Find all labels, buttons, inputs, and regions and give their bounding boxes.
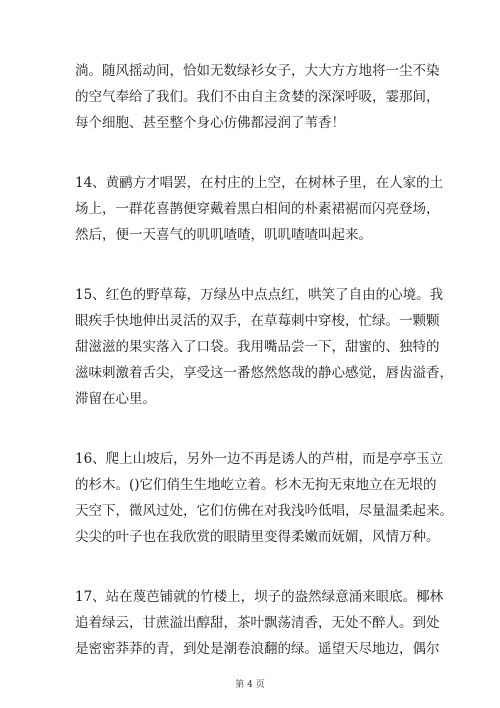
- text-line: 场上，一群花喜鹊便穿戴着黑白相间的朴素裙裾而闪亮登场，: [75, 201, 440, 217]
- text-line: 甜滋滋的果实落入了口袋。我用嘴品尝一下，甜蜜的、独特的: [75, 339, 440, 355]
- paragraph-16: [75, 446, 453, 550]
- text-line: 15、红色的野草莓，万绿丛中点点红，哄笑了自由的心境。我: [75, 287, 444, 303]
- page-footer: [0, 677, 500, 690]
- text-line: 17、站在蔑芭铺就的竹楼上，坝子的盎然绿意涌来眼底。椰林: [75, 589, 444, 605]
- text-line: 14、黄鹂方才唱罢，在村庄的上空，在树林子里，在人家的土: [75, 175, 444, 191]
- text-line: 追着绿云，甘蔗溢出醇甜，茶叶飘荡清香，无处不醉人。到处: [75, 615, 440, 631]
- paragraph-15: [75, 282, 453, 412]
- text-line: 每个细胞、甚至整个身心仿佛都浸润了苇香！: [75, 115, 345, 131]
- text-line: 是密密莽莽的青，到处是潮卷浪翻的绿。遥望天尽地边，偶尔: [75, 641, 440, 657]
- text-line: 滋味刺激着舌尖，享受这一番悠然悠哉的静心感觉，唇齿溢香，: [75, 365, 453, 381]
- paragraph-17: [75, 584, 444, 662]
- text-line: 的空气奉给了我们。我们不由自主贪婪的深深呼吸，霎那间，: [75, 89, 440, 105]
- text-line: 的杉木。()它们俏生生地屹立着。杉木无拘无束地立在无垠的: [75, 477, 437, 493]
- text-line: 尖尖的叶子也在我欣赏的眼睛里变得柔嫩而妩媚，风情万种。: [75, 529, 440, 545]
- text-line: 眼疾手快地伸出灵活的双手，在草莓刺中穿梭，忙绿。一颗颗: [75, 313, 440, 329]
- text-line: 16、爬上山坡后，另外一边不再是诱人的芦柑，而是亭亭玉立: [75, 451, 444, 467]
- text-line: 滞留在心里。: [75, 391, 156, 407]
- paragraph-14: [75, 170, 444, 248]
- paragraph-continuation: [75, 58, 440, 136]
- page-content: [75, 58, 453, 662]
- text-line: 淌。随风摇动间，恰如无数绿衫女子，大大方方地将一尘不染: [75, 63, 440, 79]
- page-number: 第 4 页: [235, 680, 265, 690]
- text-line: 然后，便一天喜气的叽叽喳喳，叽叽喳喳叫起来。: [75, 227, 372, 243]
- text-line: 天空下，微风过处，它们仿佛在对我浅吟低唱，尽量温柔起来。: [75, 503, 453, 519]
